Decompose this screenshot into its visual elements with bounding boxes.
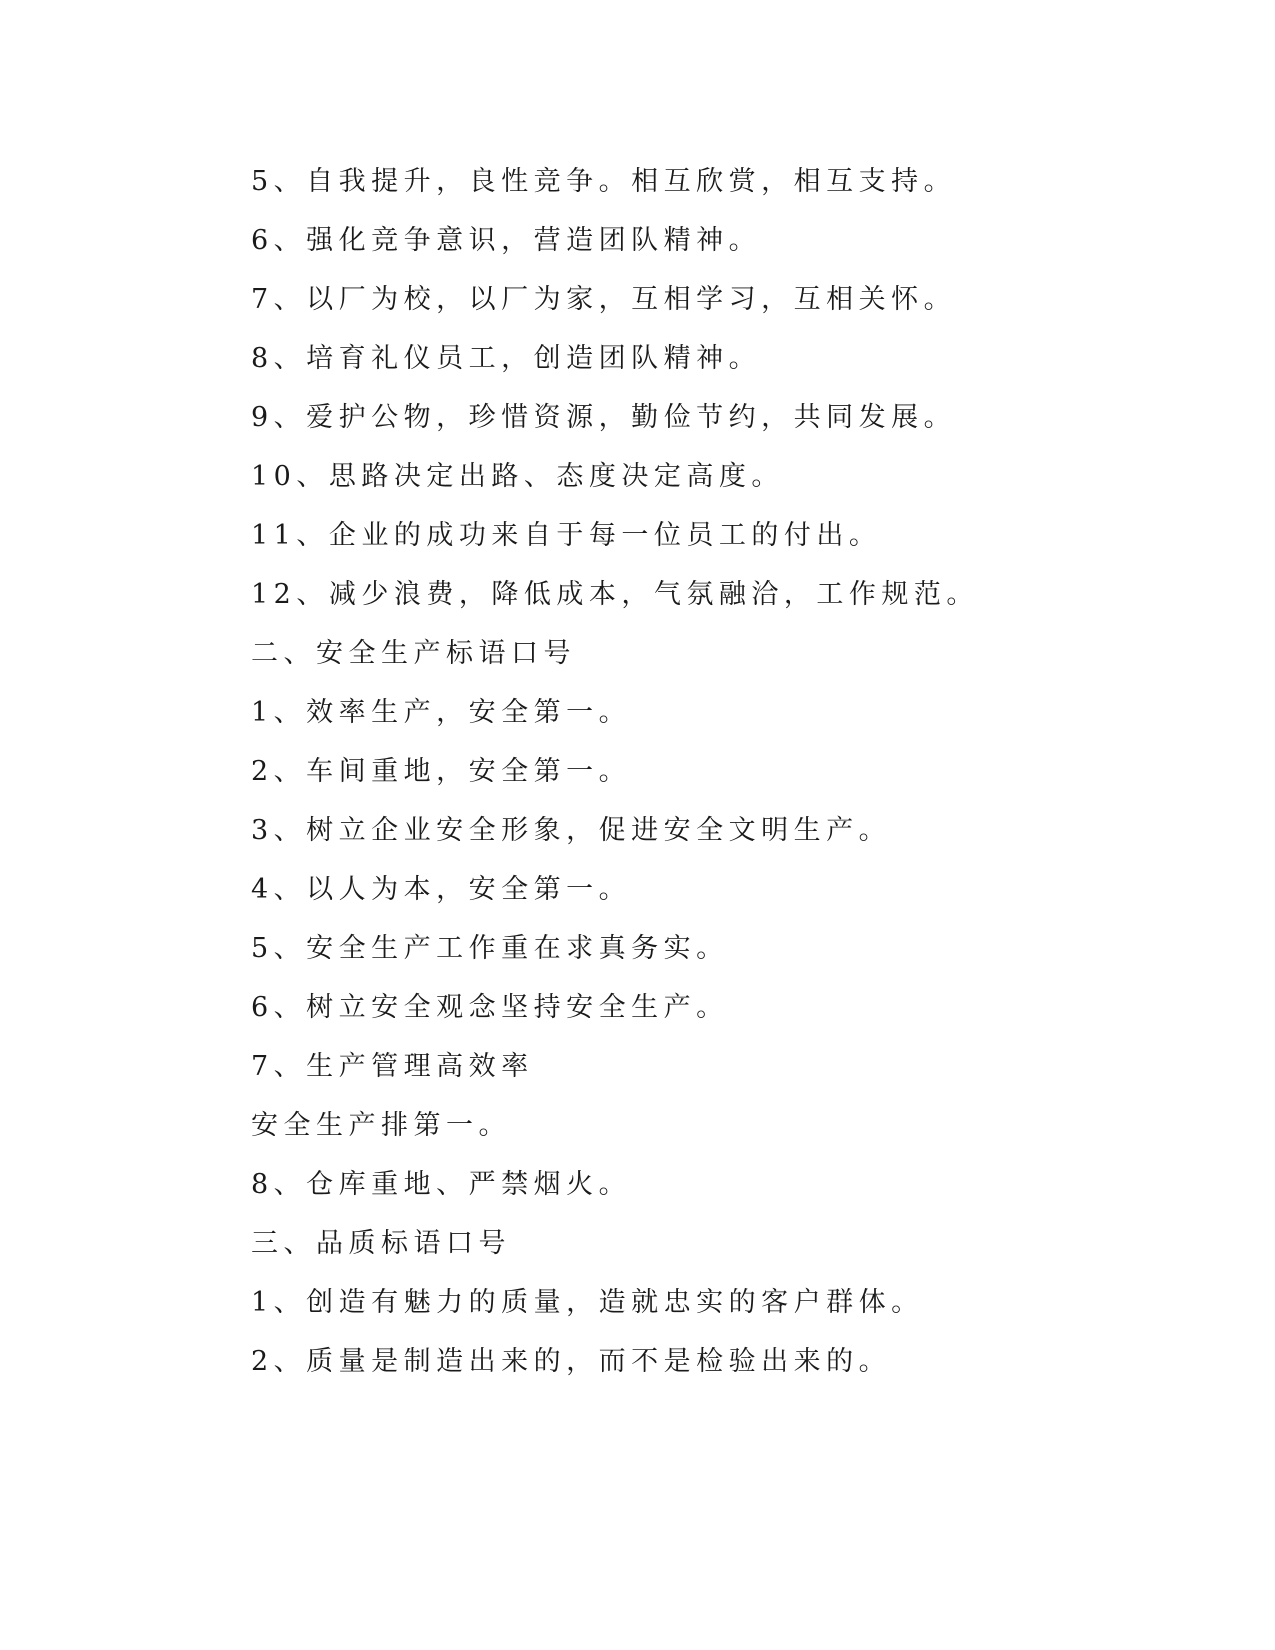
list-item: 7、以厂为校，以厂为家，互相学习，互相关怀。: [251, 284, 957, 315]
list-item: 6、树立安全观念坚持安全生产。: [251, 992, 729, 1023]
list-item: 9、爱护公物，珍惜资源，勤俭节约，共同发展。: [251, 402, 957, 433]
list-item: 11、企业的成功来自于每一位员工的付出。: [251, 520, 882, 551]
list-item: 8、仓库重地、严禁烟火。: [251, 1169, 632, 1200]
list-item: 12、减少浪费，降低成本，气氛融洽，工作规范。: [251, 579, 979, 610]
list-item: 6、强化竞争意识，营造团队精神。: [251, 225, 762, 256]
section-heading: 三、品质标语口号: [251, 1228, 511, 1259]
list-item: 1、效率生产，安全第一。: [251, 697, 632, 728]
document-body: [251, 158, 1051, 1397]
list-item: 3、树立企业安全形象，促进安全文明生产。: [251, 815, 892, 846]
list-item: 4、以人为本，安全第一。: [251, 874, 632, 905]
list-item: 7、生产管理高效率: [251, 1051, 534, 1082]
section-heading: 二、安全生产标语口号: [251, 638, 576, 669]
list-item: 2、质量是制造出来的，而不是检验出来的。: [251, 1346, 892, 1377]
list-item: 1、创造有魅力的质量，造就忠实的客户群体。: [251, 1287, 924, 1318]
list-item: 5、安全生产工作重在求真务实。: [251, 933, 729, 964]
list-item: 5、自我提升，良性竞争。相互欣赏，相互支持。: [251, 166, 957, 197]
list-item-continuation: 安全生产排第一。: [251, 1110, 511, 1141]
list-item: 10、思路决定出路、态度决定高度。: [251, 461, 784, 492]
list-item: 8、培育礼仪员工，创造团队精神。: [251, 343, 762, 374]
list-item: 2、车间重地，安全第一。: [251, 756, 632, 787]
